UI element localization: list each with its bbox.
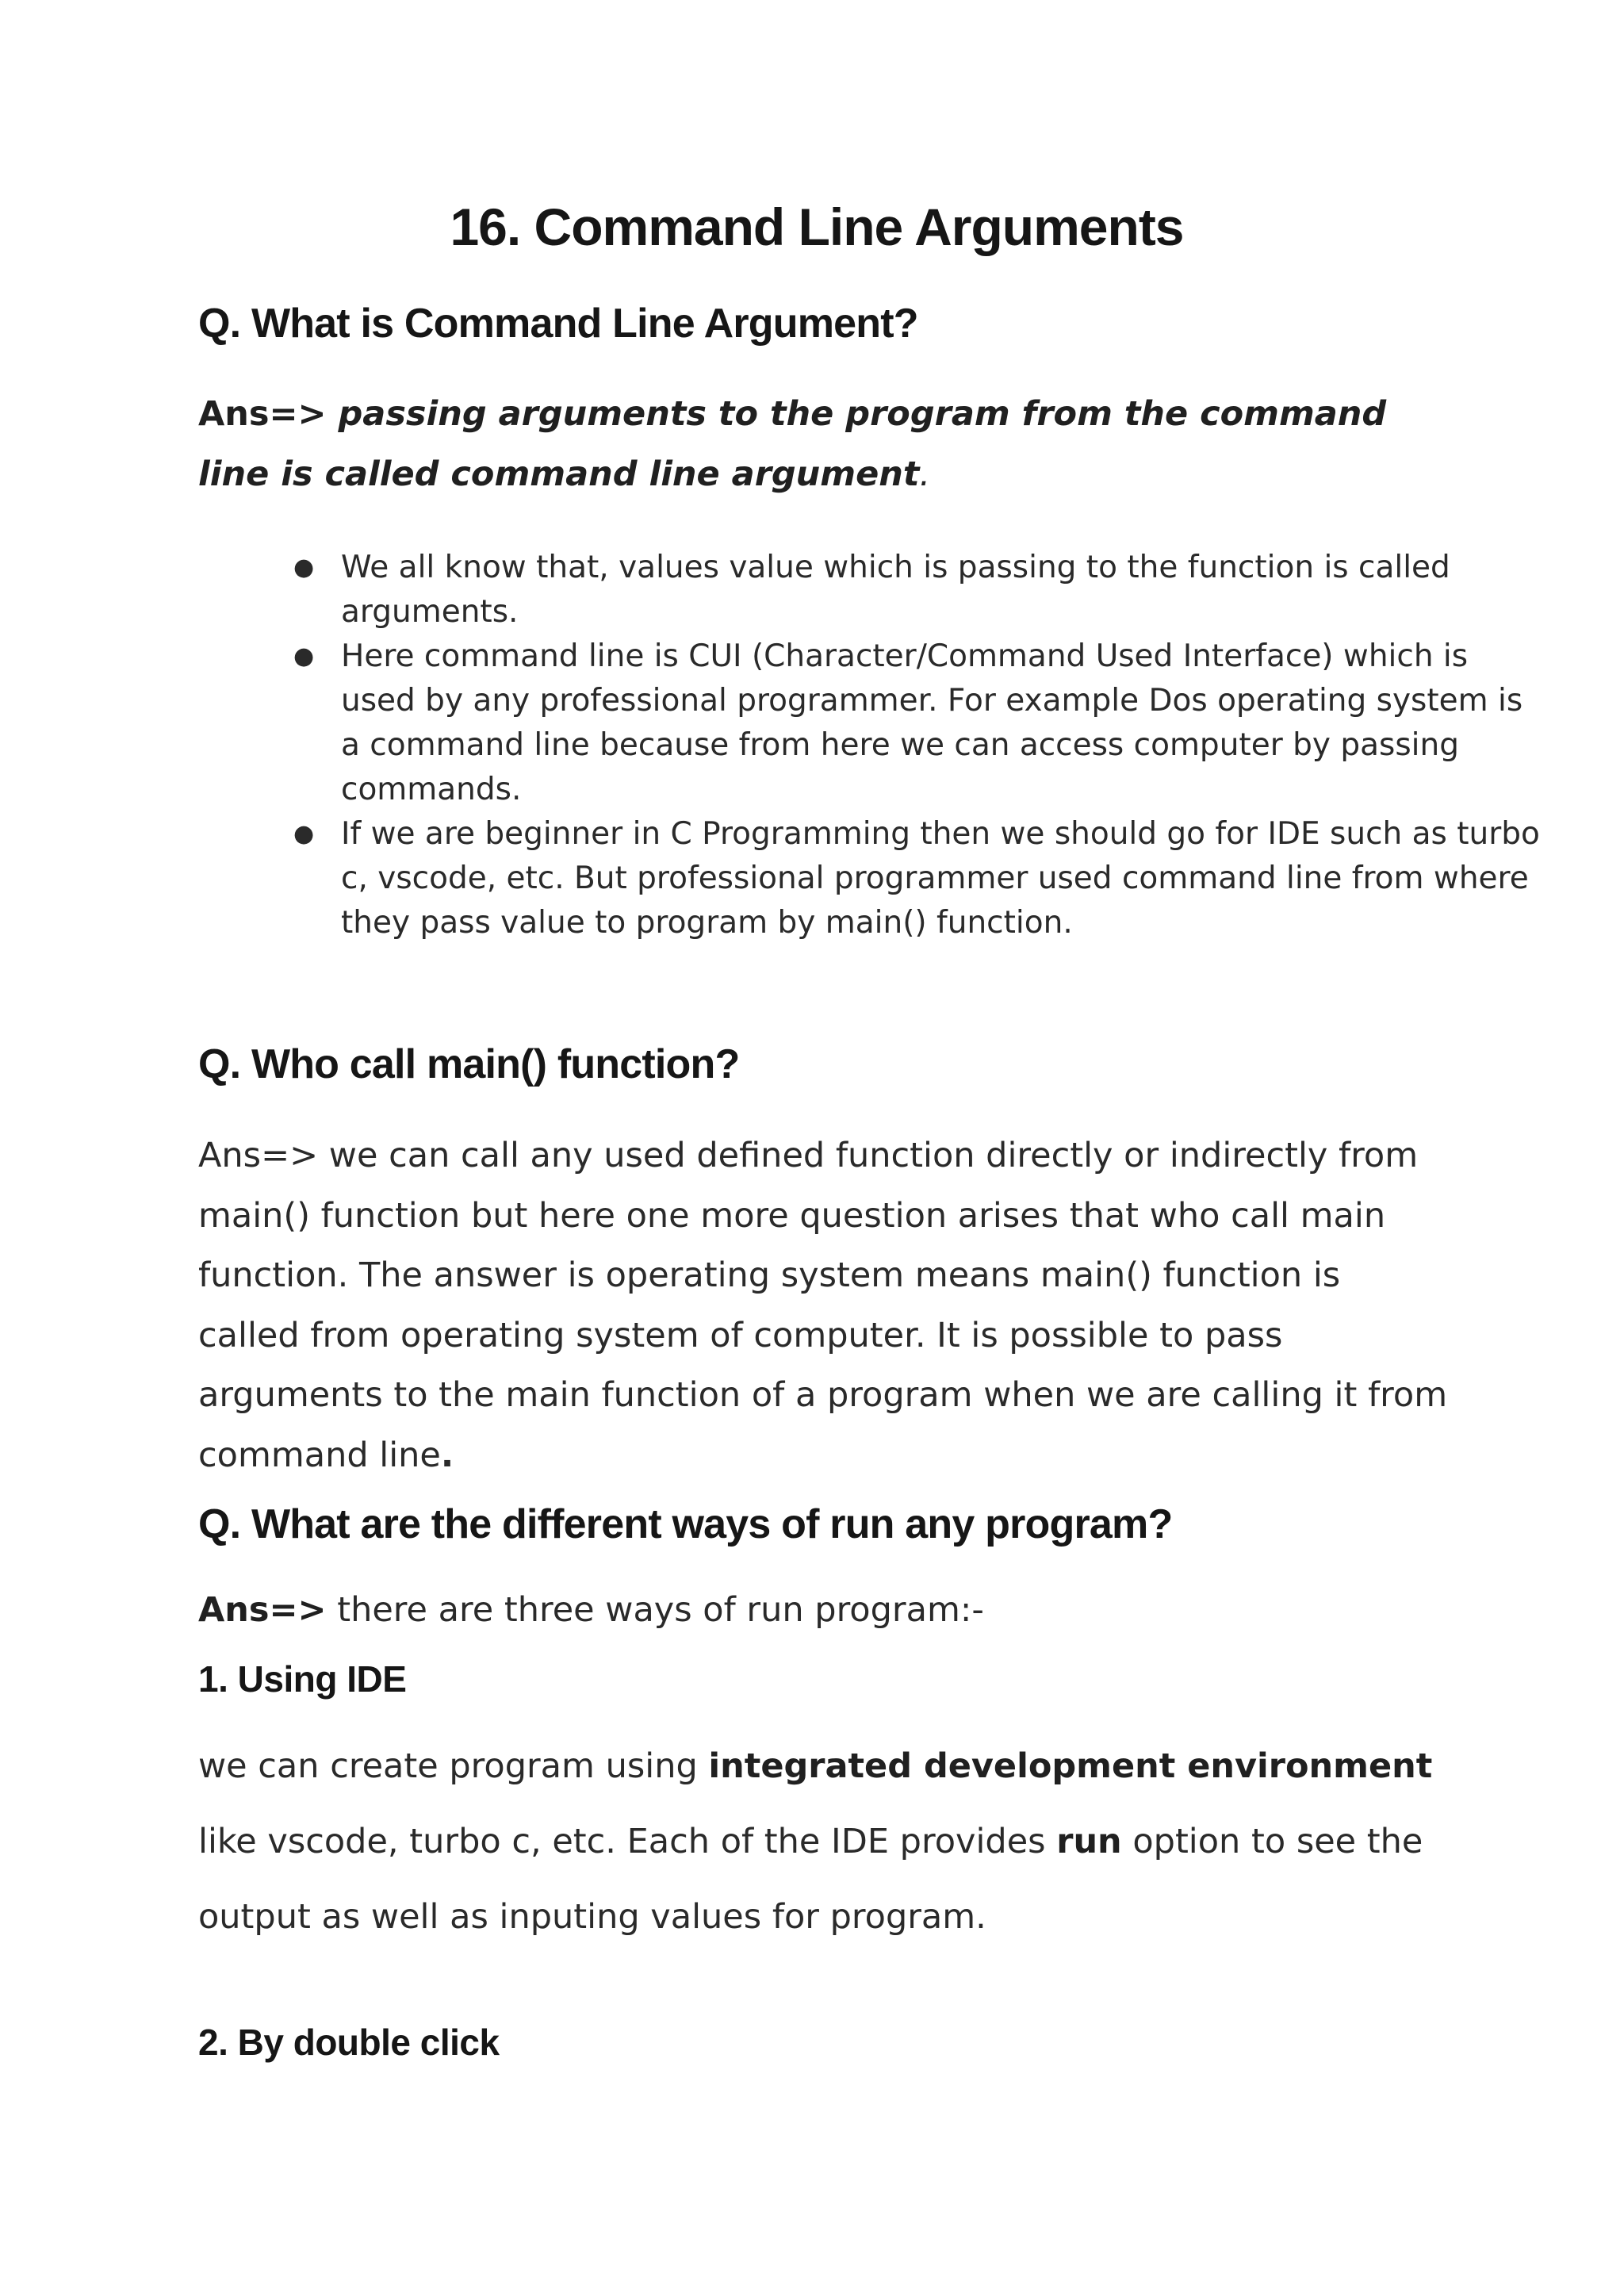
answer-who-calls-main	[198, 1126, 1451, 1485]
page-title: 16. Command Line Arguments	[450, 197, 1184, 256]
ide-text-c: option to see the output as well as inputing values for program.	[198, 1822, 1423, 1937]
list-item-text: We all know that, values value which is passing to the function is called arguments.	[341, 550, 1450, 630]
answer-text: there are three ways of run program:-	[326, 1590, 984, 1630]
heading-using-ide: 1. Using IDE	[198, 1658, 407, 1700]
bullet-list	[198, 546, 1546, 945]
list-item	[293, 812, 1546, 945]
list-item-text: If we are beginner in C Programming then we should go for IDE such as turbo c, vscode, etc. But professional programmer used command line from where they pass value to program by main() function.	[341, 816, 1540, 941]
bullet-icon: ●	[293, 554, 315, 581]
heading-double-click: 2. By double click	[198, 2022, 500, 2063]
answer-what-is-cla	[198, 384, 1451, 504]
ide-text-b: like vscode, turbo c, etc. Each of the IDE provides	[198, 1822, 1057, 1861]
question-ways-to-run: Q. What are the different ways of run any program?	[198, 1501, 1173, 1547]
answer-lead: Ans=>	[198, 394, 327, 434]
answer-end: .	[919, 454, 931, 494]
ide-text-a: we can create program using	[198, 1746, 709, 1786]
answer-lead: Ans=>	[198, 1590, 327, 1630]
answer-ways-to-run	[198, 1586, 1451, 1634]
bullet-icon: ●	[293, 642, 315, 670]
answer-end: .	[440, 1435, 454, 1475]
paragraph-using-ide	[198, 1729, 1451, 1955]
list-item	[293, 546, 1546, 634]
answer-text: Ans=> we can call any used defined function directly or indirectly from main() function but here one more question arises that who call main function. The answer is operating system means main() function is called from operating system of computer. It is possible to pass arguments to the main function of a program when we are calling it from command line	[198, 1136, 1448, 1475]
list-item	[293, 634, 1546, 812]
question-what-is-cla: Q. What is Command Line Argument?	[198, 301, 918, 347]
list-item-text: Here command line is CUI (Character/Command Used Interface) which is used by any professional programmer. For example Dos operating system is a command line because from here we can access computer by passing commands.	[341, 638, 1523, 807]
bullet-icon: ●	[293, 820, 315, 848]
answer-text: passing arguments to the program from the command line is called command line argument	[198, 394, 1387, 494]
ide-bold-a: integrated development environment	[708, 1746, 1433, 1786]
question-who-calls-main: Q. Who call main() function?	[198, 1041, 740, 1087]
ide-bold-b: run	[1056, 1822, 1122, 1861]
